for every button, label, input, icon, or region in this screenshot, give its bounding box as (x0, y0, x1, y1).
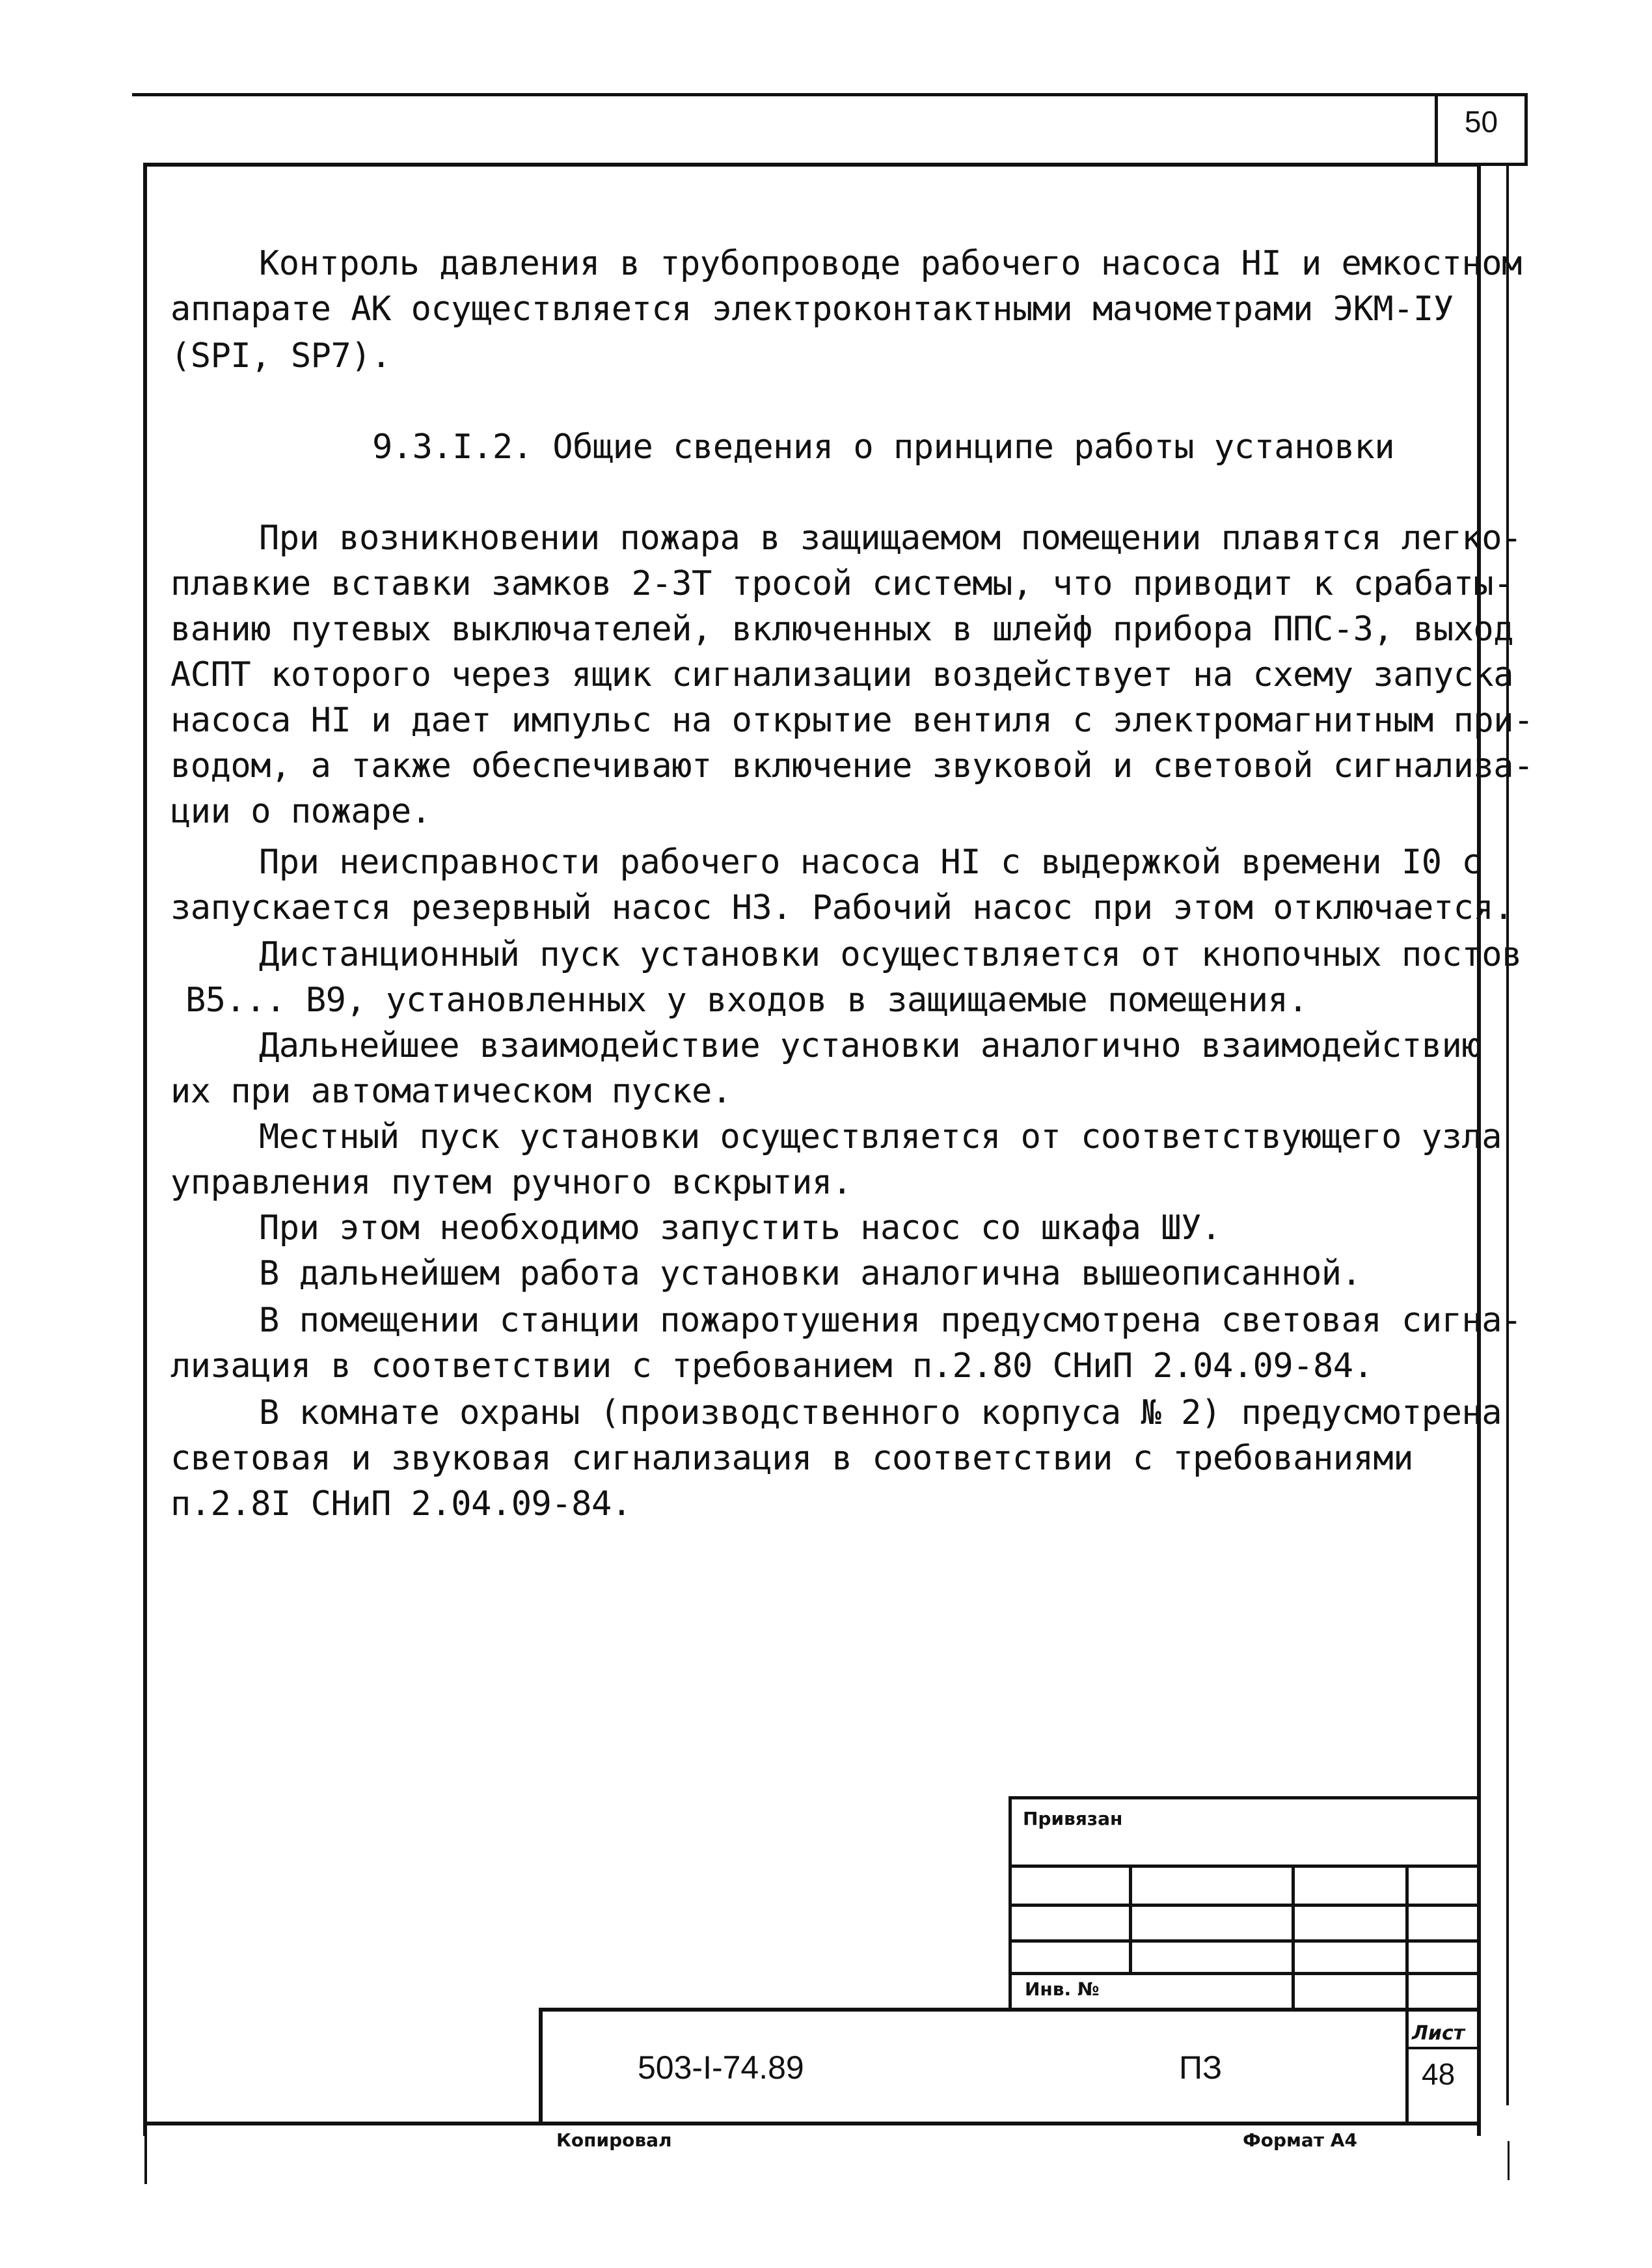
footer-format: Формат А4 (1243, 2129, 1357, 2151)
para7-line1: В дальнейшем работа установки аналогична вышеописанной. (259, 1254, 1362, 1293)
para4-line1: Дальнейшее взаимодействие установки аналогично взаимодействию (259, 1026, 1482, 1065)
frame-bottom (143, 2122, 1481, 2125)
frame-left (143, 163, 147, 2136)
para3-line1: Дистанционный пуск установки осуществляется от кнопочных постов (259, 935, 1522, 974)
para1-line4: АСПТ которого через ящик сигнализации воздействует на схему запуска (170, 655, 1514, 694)
para1-line3: ванию путевых выключателей, включенных в шлейф прибора ППС-3, выход (170, 610, 1514, 649)
frame-right-tail (1508, 2141, 1510, 2180)
corner-page-number: 50 (1464, 105, 1498, 139)
para9-line3: п.2.8I СНиП 2.04.09-84. (170, 1484, 632, 1523)
para1-line5: насоса НI и дает импульс на открытие вентиля с электромагнитным при- (170, 701, 1534, 740)
para9-line2: световая и звуковая сигнализация в соответствии с требованиями (170, 1439, 1414, 1478)
para3-line2: В5... В9, установленных у входов в защищаемые помещения. (185, 981, 1308, 1020)
para1-line2: плавкие вставки замков 2-3Т тросой системы, что приводит к срабаты- (170, 564, 1514, 603)
para9-line1: В комнате охраны (производственного корпуса № 2) предусмотрена (259, 1393, 1502, 1432)
frame-left-tail (144, 2125, 147, 2184)
para8-line1: В помещении станции пожаротушения предусмотрена световая сигна- (259, 1301, 1522, 1340)
para2-line2: запускается резервный насос Н3. Рабочий насос при этом отключается. (170, 888, 1514, 927)
para4-line2: их при автоматическом пуске. (170, 1072, 732, 1111)
para6-line1: При этом необходимо запустить насос со шкафа ШУ. (259, 1209, 1221, 1248)
intro-line-3: (SPI, SP7). (170, 336, 391, 376)
para8-line2: лизация в соответствии с требованием п.2.80 СНиП 2.04.09-84. (170, 1346, 1374, 1386)
intro-line-1: Контроль давления в трубопроводе рабочего насоса НI и емкостном (259, 244, 1522, 283)
frame-top (143, 163, 1480, 167)
para5-line1: Местный пуск установки осуществляется от соответствующего узла (259, 1117, 1502, 1156)
sheet-number: 48 (1422, 2057, 1456, 2091)
document-section: ПЗ (1179, 2049, 1223, 2086)
sheet-label: Лист (1412, 2022, 1465, 2045)
para1-line7: ции о пожаре. (170, 792, 431, 831)
top-rule (132, 93, 1528, 96)
privyazan-label: Привязан (1023, 1808, 1123, 1829)
inv-number-label: Инв. № (1025, 1978, 1100, 2000)
para5-line2: управления путем ручного вскрытия. (170, 1163, 852, 1202)
para1-line1: При возникновении пожара в защищаемом помещении плавятся легко- (259, 519, 1522, 558)
frame-right-outer (1506, 166, 1509, 2105)
document-code: 503-I-74.89 (638, 2049, 804, 2086)
footer-copied-by: Копировал (556, 2129, 672, 2151)
para1-line6: водом, а также обеспечивают включение звуковой и световой сигнализа- (170, 746, 1534, 786)
section-heading: 9.3.I.2. Общие сведения о принципе работы установки (372, 428, 1395, 467)
intro-line-2: аппарате АК осуществляется электроконтактными мачометрами ЭКМ-IУ (170, 290, 1454, 329)
para2-line1: При неисправности рабочего насоса НI с выдержкой времени I0 с (259, 843, 1482, 882)
